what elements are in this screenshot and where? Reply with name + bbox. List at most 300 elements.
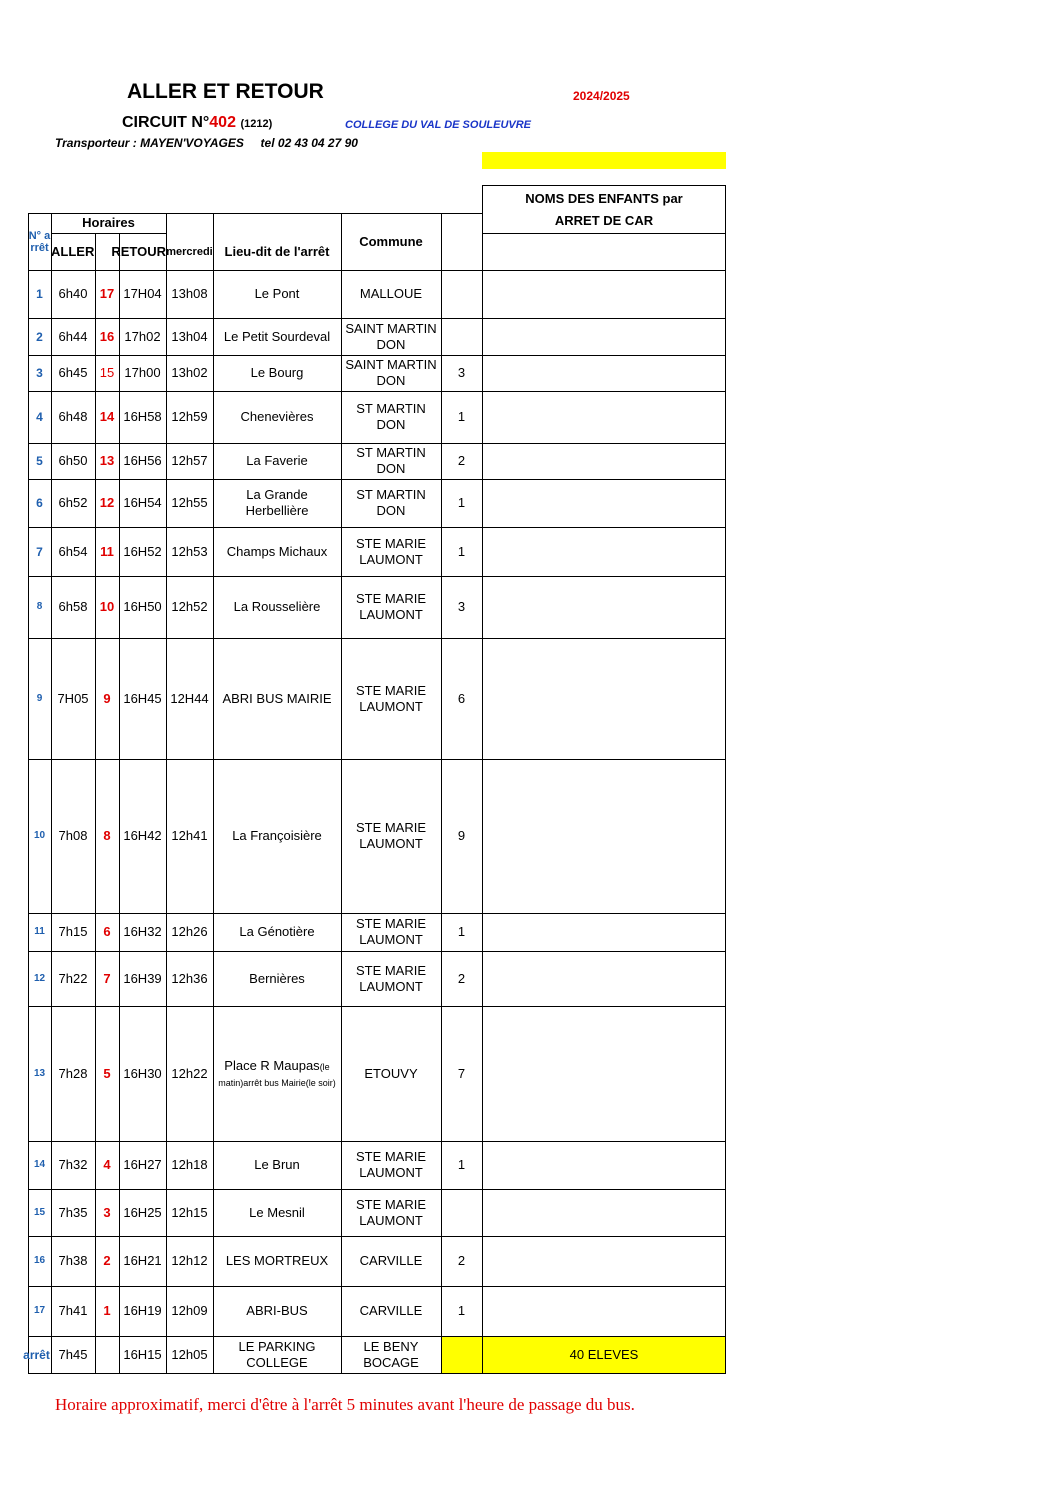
commune <box>341 1189 441 1236</box>
mercredi-time <box>166 1336 213 1373</box>
names-cell <box>482 913 726 951</box>
aller-time <box>51 391 95 443</box>
cell-text: 1 <box>457 1303 466 1318</box>
cell-text: 8 <box>36 601 43 612</box>
cell-text: 16H21 <box>123 1253 162 1268</box>
retour-order <box>95 951 119 1006</box>
cell-text: 13h04 <box>171 328 208 344</box>
lieu-dit <box>213 913 341 951</box>
aller-time <box>51 638 95 759</box>
retour-time <box>119 1189 166 1236</box>
names-cell <box>482 951 726 1006</box>
cell-text: 7h41 <box>58 1303 88 1318</box>
retour-time <box>119 759 166 913</box>
cell-text: 7h45 <box>58 1346 88 1362</box>
cell-text: 16H39 <box>123 970 162 986</box>
cell-text: 11 <box>34 926 45 937</box>
cell-text: 6h52 <box>58 495 88 510</box>
cell-text: 13 <box>99 453 115 468</box>
cell-text: STE MARIE LAUMONT <box>355 962 427 994</box>
cell-text: 3 <box>457 365 466 380</box>
lieu-dit <box>213 479 341 527</box>
cell-text: 16H19 <box>123 1303 162 1318</box>
commune <box>341 1006 441 1141</box>
stop-number <box>28 479 51 527</box>
pupil-count <box>441 527 482 576</box>
cell-text: 17H04 <box>123 286 162 301</box>
cell-text: 1 <box>457 409 466 424</box>
header-aller <box>51 233 95 270</box>
cell-text: 7 <box>457 1065 466 1081</box>
aller-time <box>51 479 95 527</box>
cell-text: 7h32 <box>58 1157 88 1172</box>
cell-text: 12h12 <box>171 1253 208 1268</box>
stop-number <box>28 913 51 951</box>
cell-text: 16H54 <box>123 495 162 510</box>
cell-text: 9 <box>36 692 43 704</box>
mercredi-time <box>166 270 213 318</box>
names-cell <box>482 1189 726 1236</box>
aller-time <box>51 1236 95 1286</box>
commune <box>341 1236 441 1286</box>
lieu-dit-text <box>224 329 330 345</box>
aller-time <box>51 443 95 479</box>
mercredi-time <box>166 951 213 1006</box>
retour-time <box>119 270 166 318</box>
header-horaires <box>51 213 166 233</box>
lieu-dit-text <box>251 365 304 381</box>
aller-time <box>51 1286 95 1336</box>
cell-text: 14 <box>33 1159 46 1170</box>
cell-text: 12 <box>33 972 46 984</box>
cell-text: 2 <box>457 970 466 986</box>
mercredi-time <box>166 913 213 951</box>
cell-text: La Faverie <box>246 453 308 468</box>
commune <box>341 443 441 479</box>
cell-text: Le Bourg <box>250 365 304 380</box>
lieu-dit <box>213 576 341 638</box>
cell-text: CARVILLE <box>359 1303 423 1318</box>
pupil-count <box>441 355 482 391</box>
cell-text: Chenevières <box>240 409 314 424</box>
retour-order <box>95 1006 119 1141</box>
lieu-dit <box>213 1336 341 1373</box>
cell-text: 7 <box>103 970 111 986</box>
cell-text: 12h15 <box>171 1204 208 1220</box>
cell-text: 5 <box>36 454 43 468</box>
cell-text: 17 <box>99 286 115 301</box>
cell-text: 6h58 <box>58 599 88 614</box>
cell-text: 6 <box>457 690 466 706</box>
stop-number <box>28 1006 51 1141</box>
stop-number <box>28 1189 51 1236</box>
retour-order <box>95 759 119 913</box>
pupil-count <box>441 318 482 355</box>
cell-text: La Grande Herbellière <box>245 487 309 518</box>
commune <box>341 270 441 318</box>
cell-text: 6h44 <box>58 328 88 344</box>
names-cell <box>482 318 726 355</box>
retour-order <box>95 443 119 479</box>
cell-text: 4 <box>103 1157 111 1172</box>
cell-text: 1 <box>457 1157 466 1172</box>
stop-label <box>22 1336 51 1373</box>
retour-order <box>95 1141 119 1189</box>
retour-time <box>119 1286 166 1336</box>
cell-text: LE BENY BOCAGE <box>363 1338 419 1370</box>
cell-text: 11 <box>100 543 114 559</box>
names-cell <box>482 1236 726 1286</box>
cell-text: 12h26 <box>171 924 208 939</box>
cell-text: 3 <box>457 599 466 614</box>
names-cell <box>482 1006 726 1141</box>
commune <box>341 576 441 638</box>
retour-order <box>95 1236 119 1286</box>
cell-text: ALLER <box>51 243 95 259</box>
aller-time <box>51 576 95 638</box>
cell-text: La Françoisière <box>232 828 322 843</box>
cell-text: ABRI BUS MAIRIE <box>222 690 332 706</box>
aller-time <box>51 270 95 318</box>
cell-text: La Génotière <box>239 924 315 939</box>
cell-text: 2 <box>36 329 43 344</box>
commune <box>341 951 441 1006</box>
pupil-count <box>441 1006 482 1141</box>
stop-number <box>28 391 51 443</box>
stop-number <box>28 443 51 479</box>
cell-text: 12h05 <box>171 1346 208 1362</box>
commune <box>341 1141 441 1189</box>
cell-text: Horaires <box>82 215 135 230</box>
circuit-heading <box>122 114 272 132</box>
cell-text: 40 ELEVES <box>569 1347 639 1362</box>
lieu-dit <box>213 318 341 355</box>
cell-text: Le Petit Sourdeval <box>223 328 331 344</box>
cell-text: 1 <box>103 1303 111 1318</box>
cell-text: Bernières <box>249 970 305 986</box>
cell-text: 16H30 <box>123 1065 162 1081</box>
commune <box>341 1336 441 1373</box>
cell-text: 6 <box>103 924 111 939</box>
cell-text: arrêt <box>23 1347 50 1362</box>
cell-text: 6h50 <box>58 453 88 468</box>
cell-text: 1 <box>457 495 466 510</box>
cell-text: 2 <box>103 1253 111 1268</box>
names-cell <box>482 270 726 318</box>
mercredi-time <box>166 1189 213 1236</box>
lieu-dit-text <box>254 1157 300 1173</box>
stop-number <box>28 527 51 576</box>
names-cell <box>482 576 726 638</box>
cell-text: ST MARTIN DON <box>356 401 426 432</box>
circuit-label: CIRCUIT N° <box>122 114 210 131</box>
aller-time <box>51 355 95 391</box>
pupil-count <box>441 270 482 318</box>
cell-text: 2 <box>457 1253 466 1268</box>
commune <box>341 318 441 355</box>
cell-text: CARVILLE <box>359 1253 423 1268</box>
college-name: COLLEGE DU VAL DE SOULEUVRE <box>345 119 532 131</box>
stop-number <box>28 1236 51 1286</box>
cell-text: 12h53 <box>171 543 208 559</box>
cell-text: Place R Maupas <box>224 1057 320 1073</box>
retour-order <box>95 527 119 576</box>
cell-text: 13h02 <box>171 365 208 380</box>
lieu-dit-text <box>226 1253 328 1269</box>
header-stop-number <box>28 213 51 270</box>
lieu-dit-text <box>217 487 337 519</box>
commune <box>341 638 441 759</box>
stop-number <box>28 355 51 391</box>
pupil-count <box>441 479 482 527</box>
cell-text: ABRI-BUS <box>246 1303 308 1318</box>
cell-text: 12h57 <box>171 453 208 468</box>
retour-time <box>119 1006 166 1141</box>
lieu-dit <box>213 1236 341 1286</box>
cell-text: 17h00 <box>124 365 161 380</box>
lieu-dit <box>213 355 341 391</box>
cell-text: STE MARIE LAUMONT <box>355 820 427 851</box>
stop-number <box>28 759 51 913</box>
pupil-count <box>441 1141 482 1189</box>
lieu-dit <box>213 527 341 576</box>
cell-text: 12h36 <box>171 970 208 986</box>
commune <box>341 1286 441 1336</box>
cell-text: 15 <box>33 1206 46 1218</box>
lieu-dit <box>213 1286 341 1336</box>
cell-text: N° arrêt <box>28 229 51 254</box>
lieu-dit-text <box>246 453 307 469</box>
cell-text: ETOUVY <box>364 1065 418 1081</box>
mercredi-time <box>166 318 213 355</box>
cell-text: 4 <box>36 410 43 424</box>
cell-text: Le Mesnil <box>249 1204 305 1220</box>
cell-text: STE MARIE LAUMONT <box>355 535 427 567</box>
cell-text: 7h28 <box>58 1065 88 1081</box>
cell-text: 7h22 <box>58 970 88 986</box>
cell-text: STE MARIE LAUMONT <box>355 682 427 714</box>
circuit-number: 402 <box>209 114 236 131</box>
cell-text: 12h22 <box>171 1065 208 1081</box>
retour-time <box>119 479 166 527</box>
cell-text: 9 <box>103 690 111 706</box>
aller-time <box>51 1336 95 1373</box>
lieu-dit <box>213 391 341 443</box>
cell-text: 13 <box>33 1067 46 1079</box>
cell-text: mercredi <box>166 245 213 258</box>
mercredi-time <box>166 355 213 391</box>
cell-text: La Rousselière <box>233 599 321 614</box>
retour-order <box>95 913 119 951</box>
cell-text: 12H44 <box>170 690 209 706</box>
aller-time <box>51 759 95 913</box>
retour-time <box>119 443 166 479</box>
header-mercredi <box>166 233 213 270</box>
lieu-dit-text <box>234 599 321 615</box>
mercredi-time <box>166 576 213 638</box>
cell-text: 12h52 <box>171 599 208 614</box>
names-cell <box>482 443 726 479</box>
pupil-count <box>441 1286 482 1336</box>
mercredi-time <box>166 1286 213 1336</box>
page-title: ALLER ET RETOUR <box>127 80 324 103</box>
commune <box>341 913 441 951</box>
cell-text: 6 <box>36 496 43 510</box>
retour-time <box>119 1236 166 1286</box>
transporter-info: Transporteur : MAYEN'VOYAGES tel 02 43 04 27 90 <box>55 136 358 150</box>
cell-text: (le matin)arrêt bus Mairie(le soir) <box>218 1061 336 1088</box>
cell-text: ST MARTIN DON <box>356 445 426 476</box>
lieu-dit <box>213 443 341 479</box>
cell-text: ST MARTIN DON <box>356 487 426 518</box>
stop-number <box>28 638 51 759</box>
lieu-dit <box>213 951 341 1006</box>
cell-text: 16 <box>99 328 115 344</box>
mercredi-time <box>166 1141 213 1189</box>
cell-text: 16H58 <box>123 409 162 424</box>
retour-order <box>95 1189 119 1236</box>
aller-time <box>51 527 95 576</box>
pupil-count <box>441 759 482 913</box>
commune <box>341 527 441 576</box>
pupil-count <box>441 391 482 443</box>
cell-text: 12h55 <box>171 495 208 510</box>
cell-text: Lieu-dit de l'arrêt <box>224 243 330 259</box>
lieu-dit-text <box>255 286 300 302</box>
pupil-count <box>441 951 482 1006</box>
cell-text: 15 <box>99 365 115 380</box>
cell-text: 5 <box>103 1065 111 1081</box>
cell-text: 16H32 <box>123 924 162 939</box>
grid-line <box>28 1373 726 1374</box>
retour-time <box>119 355 166 391</box>
retour-time <box>119 391 166 443</box>
cell-text: 3 <box>103 1204 111 1220</box>
lieu-dit-text <box>249 1205 305 1221</box>
names-cell <box>482 638 726 759</box>
names-cell <box>482 479 726 527</box>
cell-text: 6h45 <box>58 365 88 380</box>
cell-text: STE MARIE LAUMONT <box>355 1149 427 1180</box>
pupil-count <box>441 1236 482 1286</box>
aller-time <box>51 951 95 1006</box>
cell-text: 1 <box>36 287 43 301</box>
cell-text: SAINT MARTIN DON <box>345 357 437 388</box>
retour-time <box>119 576 166 638</box>
names-cell <box>482 391 726 443</box>
retour-order <box>95 1286 119 1336</box>
retour-order <box>95 479 119 527</box>
retour-time <box>119 951 166 1006</box>
retour-order <box>95 391 119 443</box>
cell-text: 7h35 <box>58 1204 88 1220</box>
stop-number <box>28 318 51 355</box>
cell-text: Le Pont <box>254 286 300 301</box>
names-cell <box>482 527 726 576</box>
aller-time <box>51 318 95 355</box>
cell-text: 17 <box>33 1305 46 1316</box>
mercredi-time <box>166 479 213 527</box>
pupil-count <box>441 1189 482 1236</box>
school-year: 2024/2025 <box>573 89 630 103</box>
highlight-count-cell <box>442 1337 482 1373</box>
cell-text: 12h59 <box>171 409 208 424</box>
cell-text: 8 <box>103 828 111 843</box>
cell-text: 6h54 <box>58 543 88 559</box>
lieu-dit-text <box>249 971 305 987</box>
cell-text: 10 <box>33 830 46 841</box>
cell-text: 9 <box>457 828 466 843</box>
cell-text: 16H15 <box>123 1346 162 1362</box>
stop-number <box>28 270 51 318</box>
cell-text: 16 <box>33 1255 46 1266</box>
cell-text: 7h15 <box>58 924 88 939</box>
aller-time <box>51 1006 95 1141</box>
mercredi-time <box>166 527 213 576</box>
retour-time <box>119 638 166 759</box>
cell-text: 12 <box>99 495 115 510</box>
stop-number <box>28 1286 51 1336</box>
names-cell <box>482 1286 726 1336</box>
stop-number <box>28 951 51 1006</box>
retour-time <box>119 1141 166 1189</box>
cell-text: MALLOUE <box>359 286 423 301</box>
cell-text: 16H27 <box>123 1157 162 1172</box>
lieu-dit-text <box>232 828 322 844</box>
cell-text: 6h40 <box>58 286 88 301</box>
mercredi-time <box>166 1006 213 1141</box>
cell-text: 12h18 <box>171 1157 208 1172</box>
cell-text: STE MARIE LAUMONT <box>355 591 427 622</box>
highlight-bar <box>482 152 726 169</box>
lieu-dit-text <box>227 544 327 560</box>
mercredi-time <box>166 443 213 479</box>
commune <box>341 355 441 391</box>
names-cell <box>482 1141 726 1189</box>
grid-line <box>482 233 726 234</box>
lieu-dit-text <box>217 1058 337 1090</box>
pupil-count <box>441 443 482 479</box>
cell-text: NOMS DES ENFANTS par <box>525 190 683 206</box>
names-cell <box>482 355 726 391</box>
commune <box>341 479 441 527</box>
cell-text: SAINT MARTIN DON <box>345 320 437 352</box>
lieu-dit <box>213 1006 341 1141</box>
mercredi-time <box>166 1236 213 1286</box>
cell-text: STE MARIE LAUMONT <box>355 1196 427 1228</box>
aller-time <box>51 1189 95 1236</box>
circuit-code: (1212) <box>240 118 273 130</box>
cell-text: 17h02 <box>124 328 161 344</box>
cell-text: 2 <box>457 453 466 468</box>
cell-text: 3 <box>36 366 43 380</box>
cell-text: 10 <box>99 599 115 614</box>
total-pupils <box>483 1337 725 1373</box>
stop-number <box>28 1141 51 1189</box>
stop-number <box>28 576 51 638</box>
aller-time <box>51 1141 95 1189</box>
cell-text: Commune <box>359 233 423 249</box>
header-lieu-dit <box>213 213 341 270</box>
retour-time <box>119 527 166 576</box>
cell-text: Le Brun <box>254 1157 300 1172</box>
cell-text: LE PARKING COLLEGE <box>238 1338 316 1370</box>
mercredi-time <box>166 391 213 443</box>
lieu-dit-text <box>222 691 331 707</box>
cell-text: Champs Michaux <box>226 543 328 559</box>
names-cell <box>482 759 726 913</box>
lieu-dit-text <box>241 409 314 425</box>
